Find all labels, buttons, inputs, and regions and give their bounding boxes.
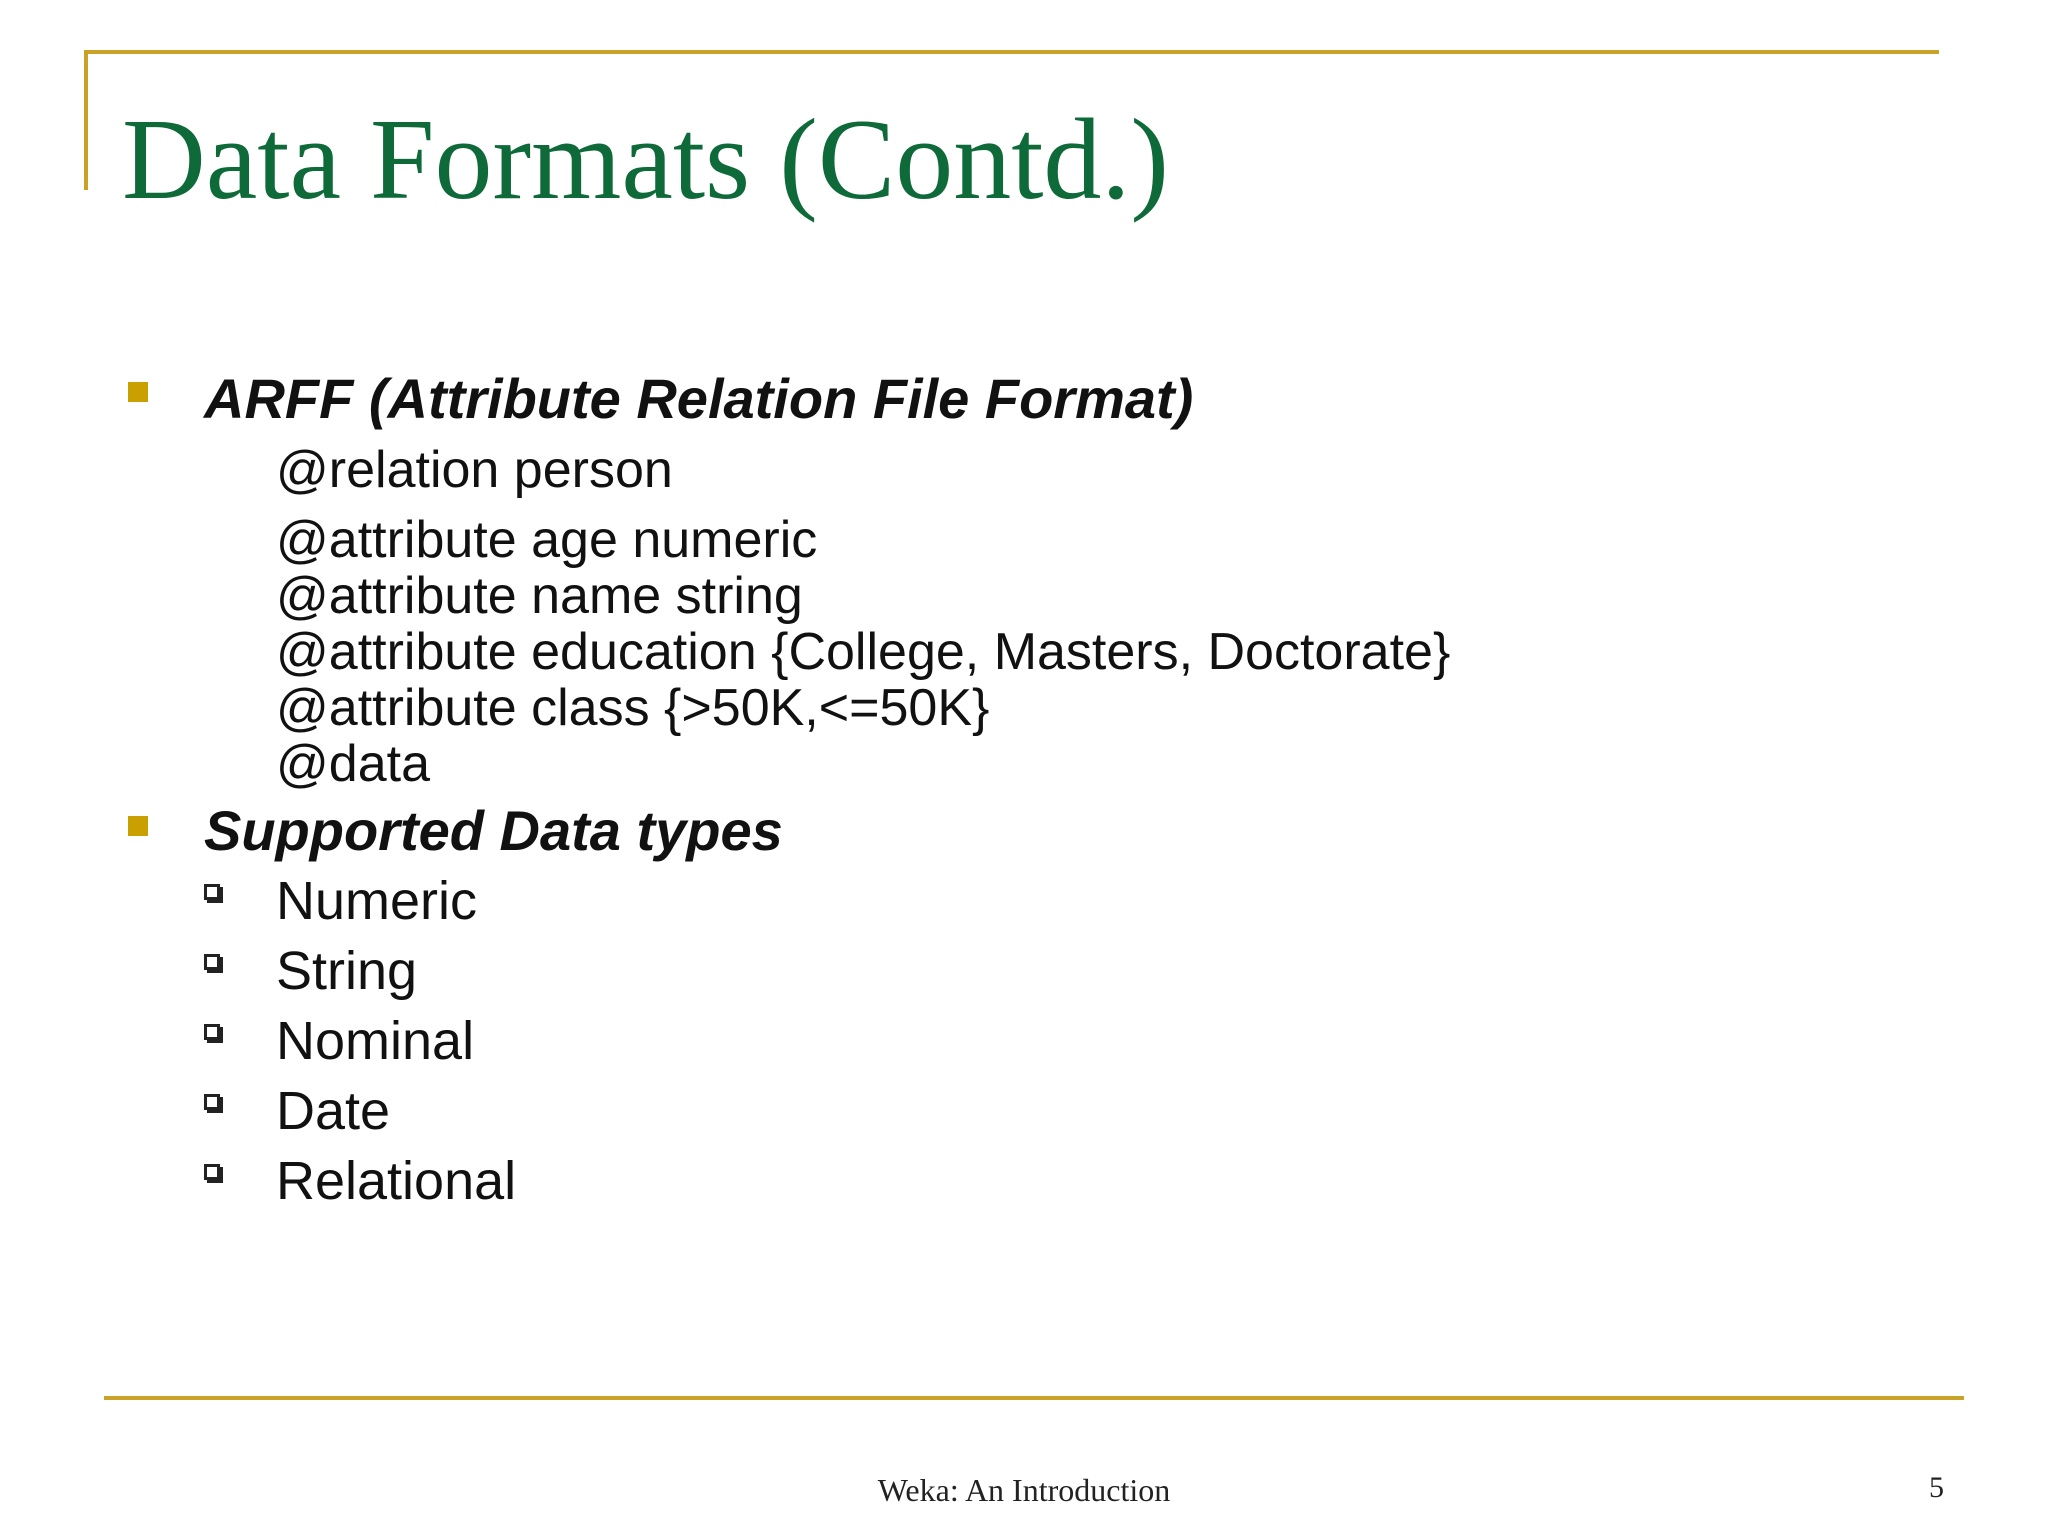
arff-line: @attribute class {>50K,<=50K} <box>276 679 990 737</box>
checkbox-bullet-icon <box>204 884 220 900</box>
data-type-item: Numeric <box>276 871 478 931</box>
bullet-arff: ARFF (Attribute Relation File Format) <box>204 367 1194 430</box>
square-bullet-icon <box>128 816 148 836</box>
arff-line: @data <box>276 735 430 793</box>
checkbox-bullet-icon <box>204 954 220 970</box>
checkbox-bullet-icon <box>204 1094 220 1110</box>
arff-line: @relation person <box>276 441 673 499</box>
square-bullet-icon <box>128 382 148 402</box>
bullet-data-types: Supported Data types <box>204 799 783 862</box>
data-type-item: Date <box>276 1081 391 1141</box>
page-number: 5 <box>1929 1471 1944 1504</box>
data-type-item: Relational <box>276 1151 517 1211</box>
checkbox-bullet-icon <box>204 1164 220 1180</box>
arff-line: @attribute name string <box>276 567 803 625</box>
footer-divider <box>104 1396 1964 1400</box>
data-type-item: Nominal <box>276 1011 475 1071</box>
slide-title: Data Formats (Contd.) <box>122 96 1170 224</box>
left-border-line <box>84 50 88 190</box>
top-border-line <box>84 50 1939 54</box>
arff-line: @attribute education {College, Masters, Doctorate} <box>276 623 1451 681</box>
footer-title: Weka: An Introduction <box>877 1472 1171 1508</box>
arff-line: @attribute age numeric <box>276 511 818 569</box>
data-type-item: String <box>276 941 418 1001</box>
checkbox-bullet-icon <box>204 1024 220 1040</box>
